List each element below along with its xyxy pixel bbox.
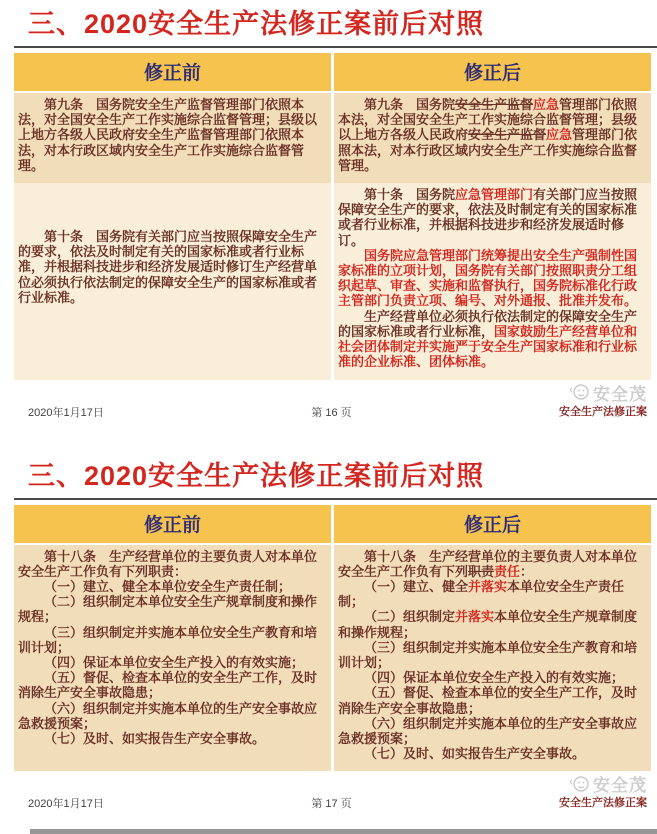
- after-cell-article-10: 第十条 国务院应急管理部门有关部门应当按照保障安全生产的要求，依法及时制定有关的国家标准或者行业标准，并根据科技进步和经济发展适时修订。 国务院应急管理部门统筹提出安全生产强制性国家标准的立项计划，国务院有关部门按照职责分工组织起草、审查、实施和监督执行，国务院标准化行政主管部门负责立项、编号、对外通报、批准并发布。 生产经营单位必须执行依法制定的保障安全生产的国家标准或者行业标准，国家鼓励生产经营单位和社会团体制定并实施严于安全生产国家标准和行业标准的企业标准、团体标准。: [334, 183, 651, 379]
- before-cell-article-10: 第十条 国务院有关部门应当按照保障安全生产的要求，依法及时制定有关的国家标准或者行业标准，并根据科技进步和经济发展适时修订生产经营单位必须执行依法制定的保障安全生产的国家标准或者行业标准。: [14, 183, 331, 379]
- slide-footer: [14, 776, 649, 819]
- slide-title: 三、2020安全生产法修正案前后对照: [28, 460, 485, 491]
- footer-page-number: 第 17 页: [311, 798, 352, 811]
- brand-row: [559, 771, 647, 796]
- comparison-table: [11, 505, 654, 772]
- smiley-logo-icon: [568, 774, 590, 794]
- next-slide-edge: [30, 829, 657, 834]
- column-header-before: 修正前: [14, 505, 331, 545]
- brand-name: 安全茂: [593, 384, 647, 404]
- before-cell-article-18: 第十八条 生产经营单位的主要负责人对本单位安全生产工作负有下列职责： （一）建立、健全本单位安全生产责任制； （二）组织制定本单位安全生产规章制度和操作规程； （三）组织制定并实施本单位安全生产教育和培训计划； （四）保证本单位安全生产投入的有效实施； （五）督促、检查本单位的安全生产工作，及时消除生产安全事故隐患； （六）组织制定并实施本单位的生产安全事故应急救援预案； （七）及时、如实报告生产安全事故。: [14, 545, 331, 772]
- after-cell-article-9: 第九条 国务院安全生产监督应急管理部门依照本法，对全国安全生产工作实施综合监督管理；县级以上地方各级人民政府安全生产监督应急管理部门依照本法，对本行政区域内安全生产工作实施综合监督管理。: [334, 93, 651, 183]
- brand-name: 安全茂: [593, 776, 647, 796]
- column-header-after: 修正后: [334, 53, 651, 93]
- brand-caption: 安全生产法修正案: [559, 405, 647, 418]
- brand-caption: 安全生产法修正案: [559, 797, 647, 810]
- column-header-after: 修正后: [334, 505, 651, 545]
- footer-date: 2020年1月17日: [28, 798, 104, 811]
- title-divider: [14, 498, 657, 500]
- footer-page-number: 第 16 页: [311, 406, 352, 419]
- smiley-logo-icon: [568, 382, 590, 402]
- brand-block: [559, 380, 647, 419]
- slide-page-17: [0, 452, 657, 820]
- slide-footer: [14, 384, 649, 428]
- comparison-table: [11, 53, 654, 379]
- footer-date: 2020年1月17日: [28, 406, 104, 419]
- slide-title: 三、2020安全生产法修正案前后对照: [28, 9, 485, 39]
- brand-block: [559, 771, 647, 810]
- brand-row: [559, 380, 647, 405]
- column-header-before: 修正前: [14, 53, 331, 93]
- title-divider: [14, 46, 657, 48]
- before-cell-article-9: 第九条 国务院安全生产监督管理部门依照本法，对全国安全生产工作实施综合监督管理；县级以上地方各级人民政府安全生产监督管理部门依照本法，对本行政区域内安全生产工作实施综合监督管理。: [14, 93, 331, 183]
- after-cell-article-18: 第十八条 生产经营单位的主要负责人对本单位安全生产工作负有下列职责责任： （一）建立、健全并落实本单位安全生产责任制； （二）组织制定并落实本单位安全生产规章制度和操作规程； （三）组织制定并实施本单位安全生产教育和培训计划； （四）保证本单位安全生产投入的有效实施； （五）督促、检查本单位的安全生产工作，及时消除生产安全事故隐患； （六）组织制定并实施本单位的生产安全事故应急救援预案； （七）及时、如实报告生产安全事故。: [334, 545, 651, 772]
